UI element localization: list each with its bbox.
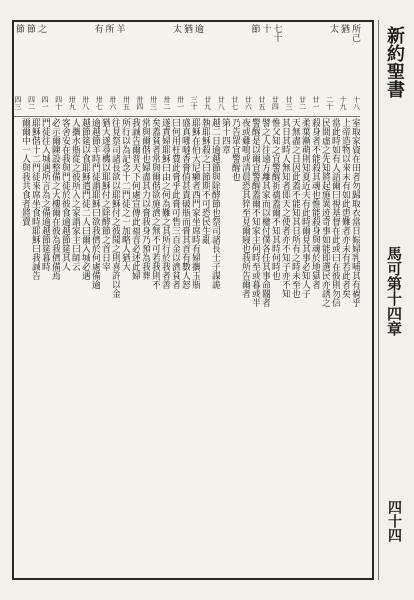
- margin-column: [378, 20, 409, 580]
- text-column: 遂責婦耶穌曰由之何為難之其所行於我者善: [160, 118, 170, 289]
- text-column: 室取家資在田者勿歸取衣當日娠婦乳哺其有禍乎: [350, 118, 360, 307]
- text-column: 越二日逾越節與除酵節也祭司諸長士子謀詭: [210, 118, 220, 289]
- text-column: 譬之人往遠方離其家而以權付僕各任其事命閽者: [260, 118, 270, 307]
- note-text: 所: [103, 24, 114, 33]
- verse-number: 卅八: [81, 96, 90, 110]
- chapter-label: 馬可第十四章: [385, 246, 403, 336]
- verse-number: 廿六: [244, 96, 253, 110]
- verse-number: 三十: [190, 96, 199, 110]
- verse-number: 四二: [27, 96, 36, 110]
- text-column: 盛真哪噠香膏值甚貴破瓶而膏其首有數人怒: [180, 118, 190, 289]
- text-column: 人攜水瓶從之彼所入之家謂家主曰師云: [70, 118, 80, 271]
- text-column: 執耶穌殺之曰節期不可恐民生亂: [200, 118, 210, 244]
- text-column: 逾越節羊時門徒謂耶穌曰欲我儕於何處備逾: [90, 118, 100, 289]
- note-text: 節: [14, 24, 24, 33]
- verse-number: 二十: [325, 96, 334, 110]
- note-text: 猶: [339, 24, 349, 33]
- text-column: 客舍安在我與門徒於彼食逾越節筵其人: [60, 118, 70, 271]
- text-column: 爾爾中一人與我共食者將賣: [20, 118, 30, 226]
- note-text: 猶: [182, 24, 192, 33]
- text-column: 往見祭司諸長欲以耶穌付之彼聞之則喜許以金: [110, 118, 120, 298]
- text-column: 惟父知之宜警醒祈禱蓋爾不知其時何時也: [270, 118, 280, 280]
- main-text: [14, 118, 360, 576]
- verse-number: 四一: [41, 96, 50, 110]
- note-text: 節: [25, 24, 35, 33]
- text-column: 當此時如有人語爾曰視基督在此或曰在彼則勿信: [330, 118, 340, 307]
- text-column: 乃告眾宜警醒也: [230, 118, 240, 181]
- verse-number: 廿一: [312, 96, 321, 110]
- text-column: 其日其時人無知者即天之使者亦不知子亦不知: [280, 118, 290, 298]
- text-column: 警醒是以爾宜警醒蓋爾不知家主何時至或暮或半: [250, 118, 260, 307]
- text-column: 所行以為記念十二門徒之一加略人猶大: [120, 118, 130, 271]
- verse-number-row: [14, 96, 360, 116]
- verse-number: 十九: [339, 96, 348, 110]
- text-column: 必示爾陳設整備之大樓爾在彼為我儕備焉: [50, 118, 60, 280]
- note-text: 十: [260, 24, 271, 33]
- text-column: 上帝造物以來未有如此患難者亦未有若此者矣: [340, 118, 350, 298]
- verse-number: 卅三: [149, 96, 158, 110]
- text-column: 矣蓋貧者常與爾偕欲施濟之無不可若我則不: [150, 118, 160, 289]
- note-text: 之: [36, 24, 46, 33]
- text-column: 夜或雞鳴或清晨恐其猝至見爾寢也我所告爾者: [240, 118, 250, 298]
- text-column: 猶大遂尋機以耶穌付之除酵節之首日宰: [100, 118, 110, 271]
- note-text: 太: [171, 24, 181, 33]
- verse-number: 四三: [14, 96, 22, 110]
- verse-number: 卅五: [122, 96, 131, 110]
- verse-number: 卅四: [135, 96, 144, 110]
- text-column: 耶穌偕十二門徒來席坐食時耶穌曰我誠告: [30, 118, 40, 280]
- verse-number: 卅二: [163, 96, 172, 110]
- note-text: 羊: [114, 24, 125, 33]
- note-text: 逾: [193, 24, 203, 33]
- text-column: 柔葉漸萌則知夏近夫有此時爾見其事必知人子: [300, 118, 310, 298]
- text-column: 曰何用枉費此膏乎此膏可售三百金以濟貧者: [170, 118, 180, 289]
- verse-number: 廿八: [217, 96, 226, 110]
- text-column: 常與爾偕也婦盡其力以膏我身乃預為我葬: [140, 118, 150, 280]
- note-text: 節: [249, 24, 260, 33]
- verse-number: 卅九: [68, 96, 77, 110]
- verse-number: 卅一: [176, 96, 185, 110]
- text-column: 民間虛之先知將起施異迹奇事如能即選民亦誘之: [320, 118, 330, 307]
- text-column: 門徒往入城遇所言為之備逾越節筵暮時: [40, 118, 50, 271]
- page-number: 四十四: [386, 500, 402, 542]
- verse-number: 廿五: [257, 96, 266, 110]
- verse-number: 卅六: [108, 96, 117, 110]
- note-text: 有: [92, 24, 103, 33]
- chapter-heading: 第十四章: [220, 118, 230, 154]
- verse-number: 十八: [352, 96, 361, 110]
- verse-number: 廿四: [271, 96, 280, 110]
- verse-number: 廿九: [203, 96, 212, 110]
- note-text: 七十: [271, 24, 282, 42]
- note-text: 太: [328, 24, 338, 33]
- verse-number: 廿三: [284, 96, 293, 110]
- text-column: 越節筵以食耶穌遣門徒二人曰爾入城必遇: [80, 118, 90, 280]
- note-text: 所己: [350, 24, 360, 42]
- verse-number: 廿七: [230, 96, 239, 110]
- text-column: 我誠告爾普天下何處宣傳此福音必述此婦: [130, 118, 140, 280]
- book-title: 新約聖書: [384, 26, 405, 98]
- verse-number: 廿二: [298, 96, 307, 110]
- verse-number: 四十: [54, 96, 63, 110]
- text-column: 天無盡之日因此蓋不能知其日所有之時未至也: [290, 118, 300, 298]
- verse-number: 卅七: [95, 96, 104, 110]
- text-column: 殺身者不能殺其魂也惟能殺身與魂於地獄者: [310, 118, 320, 289]
- text-column: 耶穌在伯大尼癩者西門家坐席時有婦攜玉瓶: [190, 118, 200, 289]
